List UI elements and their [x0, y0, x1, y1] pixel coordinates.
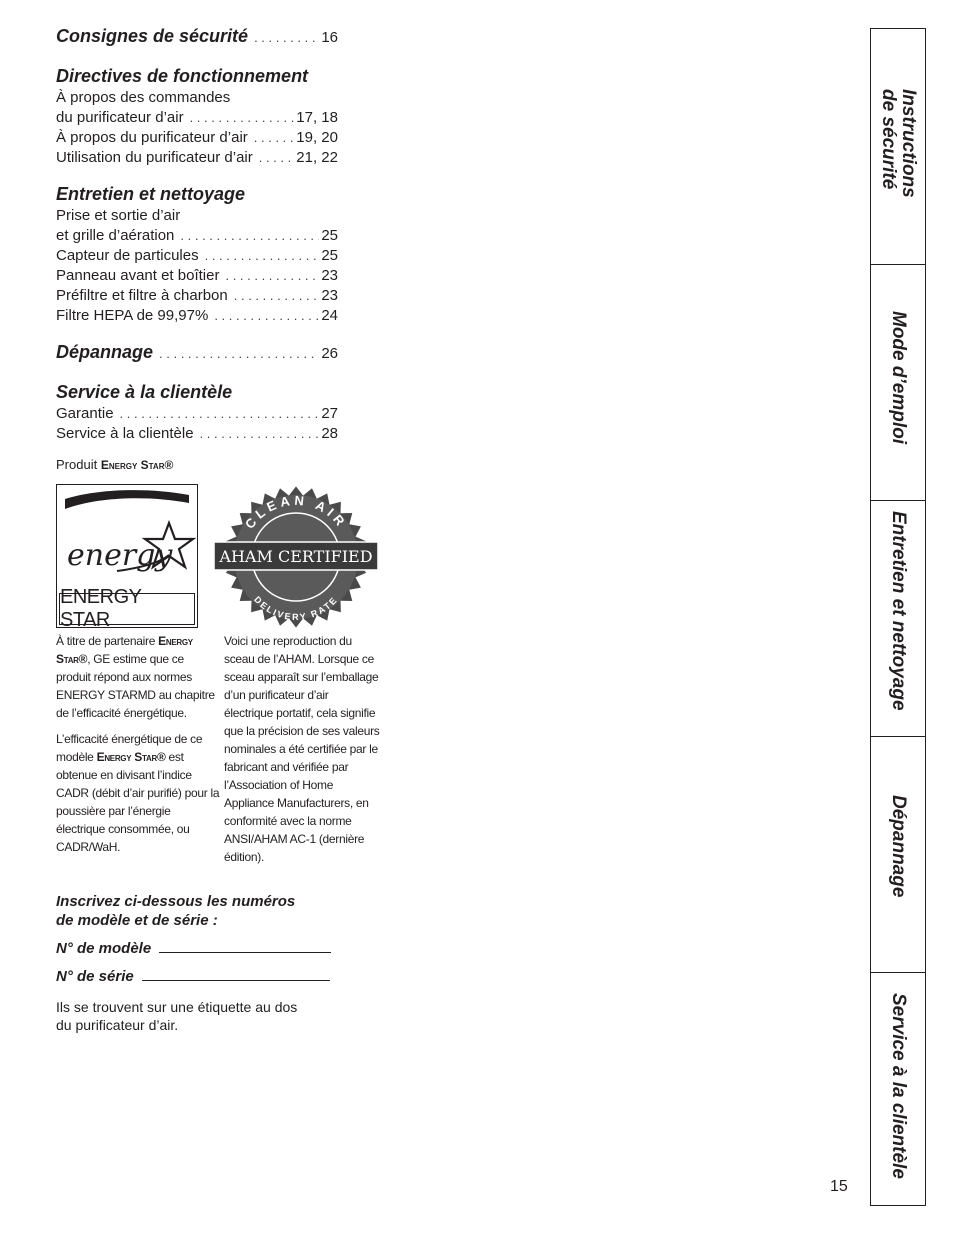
aham-description [224, 632, 380, 874]
toc-entry-page: 23 [321, 267, 338, 284]
toc-entry[interactable] [56, 128, 338, 148]
toc-entry[interactable] [56, 246, 338, 266]
toc-entry-page: 23 [321, 287, 338, 304]
tab-depannage[interactable] [871, 736, 925, 972]
toc-entry-label: Capteur de particules [56, 247, 199, 264]
seal-top-text: CLEAN AIR [241, 492, 351, 532]
toc-entry[interactable] [56, 286, 338, 306]
text-segment: , GE estime que ce produit répond aux normes ENERGY STARMD au chapitre de l’efficacité énergétique. [56, 652, 215, 720]
toc-entretien-title[interactable] [56, 182, 338, 206]
leader-dots [254, 26, 319, 50]
table-of-contents [56, 24, 338, 458]
text-segment: L’efficacité énergétique de ce modèle [56, 732, 203, 764]
toc-entry-page: 25 [321, 227, 338, 244]
toc-entry[interactable] [56, 306, 338, 326]
energy-star-paragraph-1 [56, 632, 220, 722]
toc-service [56, 380, 338, 444]
toc-entry-page: 17, 18 [296, 109, 338, 126]
toc-entry-label: Utilisation du purificateur d’air [56, 149, 253, 166]
aham-paragraph: Voici une reproduction du sceau de l’AHAM. Lorsque ce sceau apparaît sur l’emballage d’un purificateur d’air électrique portatif, cela signifie que la précision de ses valeurs nominales a été certifiée par le fabricant and vérifiée par l’Association of Home Appliance Manufacturers, en conformité avec la norme ANSI/AHAM AC-1 (dernière édition). [224, 634, 380, 864]
toc-entry-label: Service à la clientèle [56, 425, 194, 442]
text-segment: À titre de partenaire [56, 634, 156, 648]
serial-number-field[interactable] [56, 967, 346, 986]
seal-center-text: AHAM CERTIFIED [219, 547, 373, 566]
toc-entry[interactable] [56, 148, 338, 168]
toc-entry-page: 21, 22 [296, 149, 338, 166]
toc-entry-label: À propos des commandes [56, 89, 231, 106]
toc-entry-page: 27 [321, 405, 338, 422]
toc-entry[interactable] [56, 266, 338, 286]
toc-entry-label: Préfiltre et filtre à charbon [56, 287, 228, 304]
model-number-label: N° de modèle [56, 940, 152, 957]
toc-entry-label: et grille d’aération [56, 227, 175, 244]
toc-entry[interactable] [56, 88, 338, 108]
tab-label-line: de sécurité [878, 89, 899, 190]
tab-label: Entretien et nettoyage [888, 511, 909, 711]
section-title-text: Service à la clientèle [56, 382, 233, 402]
leader-dots [180, 226, 319, 246]
brand-text: Energy Star® [56, 634, 193, 666]
toc-entry-label: Filtre HEPA de 99,97% [56, 307, 209, 324]
serial-number-line[interactable] [142, 967, 330, 981]
record-note-line2: du purificateur d’air. [56, 1017, 179, 1033]
toc-entry[interactable] [56, 206, 338, 226]
brand-text: Energy Star® [96, 750, 166, 764]
energy-star-paragraph-2 [56, 730, 220, 856]
text-segment: est obtenue en divisant l’indice CADR (débit d’air purifié) pour la poussière par l’énergie électrique consommée, ou CADR/WaH. [56, 750, 220, 854]
toc-entry[interactable] [56, 108, 338, 128]
page-number: 15 [830, 1178, 848, 1195]
record-numbers-section [56, 892, 346, 1034]
tab-service-clientele[interactable] [871, 972, 925, 1206]
leader-dots [190, 108, 295, 128]
toc-entry[interactable] [56, 424, 338, 444]
tab-label [878, 89, 918, 198]
seal-bottom-text: DELIVERY RATE [252, 594, 340, 623]
tab-label: Service à la clientèle [888, 993, 909, 1179]
record-note [56, 998, 346, 1034]
toc-entry-label: À propos du purificateur d’air [56, 129, 248, 146]
energy-script-text: energy [67, 538, 173, 573]
tab-instructions-securite[interactable] [871, 28, 925, 264]
toc-directives-title[interactable] [56, 64, 338, 88]
toc-entry-page: 19, 20 [296, 129, 338, 146]
leader-dots [259, 148, 295, 168]
toc-depannage[interactable] [56, 340, 338, 366]
model-number-line[interactable] [159, 939, 331, 953]
tab-label: Mode d’emploi [888, 311, 909, 444]
toc-entry-page: 25 [321, 247, 338, 264]
tab-entretien-nettoyage[interactable] [871, 500, 925, 736]
produit-prefix: Produit [56, 457, 98, 472]
tab-mode-emploi[interactable] [871, 264, 925, 500]
model-number-field[interactable] [56, 939, 346, 958]
energy-star-description [56, 632, 220, 864]
toc-service-title[interactable] [56, 380, 338, 404]
toc-entry-page: 24 [321, 307, 338, 324]
leader-dots [254, 128, 295, 148]
toc-entry-label: Garantie [56, 405, 114, 422]
tab-label: Dépannage [888, 795, 909, 898]
leader-dots [205, 246, 320, 266]
energy-star-script-icon [57, 485, 199, 595]
aham-seal-icon [212, 484, 380, 630]
leader-dots [225, 266, 319, 286]
toc-entretien [56, 182, 338, 326]
toc-directives [56, 64, 338, 168]
toc-consignes-page: 16 [321, 29, 338, 46]
energy-star-logo [56, 484, 198, 631]
toc-entry-label: du purificateur d’air [56, 109, 184, 126]
produit-energy-star [56, 456, 173, 474]
toc-consignes-title: Consignes de sécurité [56, 26, 249, 46]
section-tabs [870, 28, 926, 1206]
toc-entry-label: Panneau avant et boîtier [56, 267, 220, 284]
record-title-line2: de modèle et de série : [56, 912, 218, 929]
aham-seal [212, 484, 380, 630]
serial-number-label: N° de série [56, 968, 134, 985]
toc-entry[interactable] [56, 404, 338, 424]
toc-depannage-title: Dépannage [56, 342, 154, 362]
record-title-line1: Inscrivez ci-dessous les numéros [56, 893, 296, 910]
toc-entry-page: 28 [321, 425, 338, 442]
toc-entry-label: Prise et sortie d’air [56, 207, 181, 224]
leader-dots [200, 424, 320, 444]
toc-depannage-page: 26 [321, 345, 338, 362]
produit-brand: Energy Star® [100, 458, 174, 472]
section-title-text: Entretien et nettoyage [56, 184, 246, 204]
leader-dots [159, 342, 319, 366]
leader-dots [234, 286, 320, 306]
leader-dots [214, 306, 319, 326]
toc-consignes[interactable] [56, 24, 338, 50]
toc-entry[interactable] [56, 226, 338, 246]
energy-star-bar: ENERGY STAR [59, 593, 195, 625]
section-title-text: Directives de fonctionnement [56, 66, 309, 86]
tab-label-line: Instructions [898, 89, 919, 198]
leader-dots [120, 404, 320, 424]
record-note-line1: Ils se trouvent sur une étiquette au dos [56, 999, 298, 1015]
